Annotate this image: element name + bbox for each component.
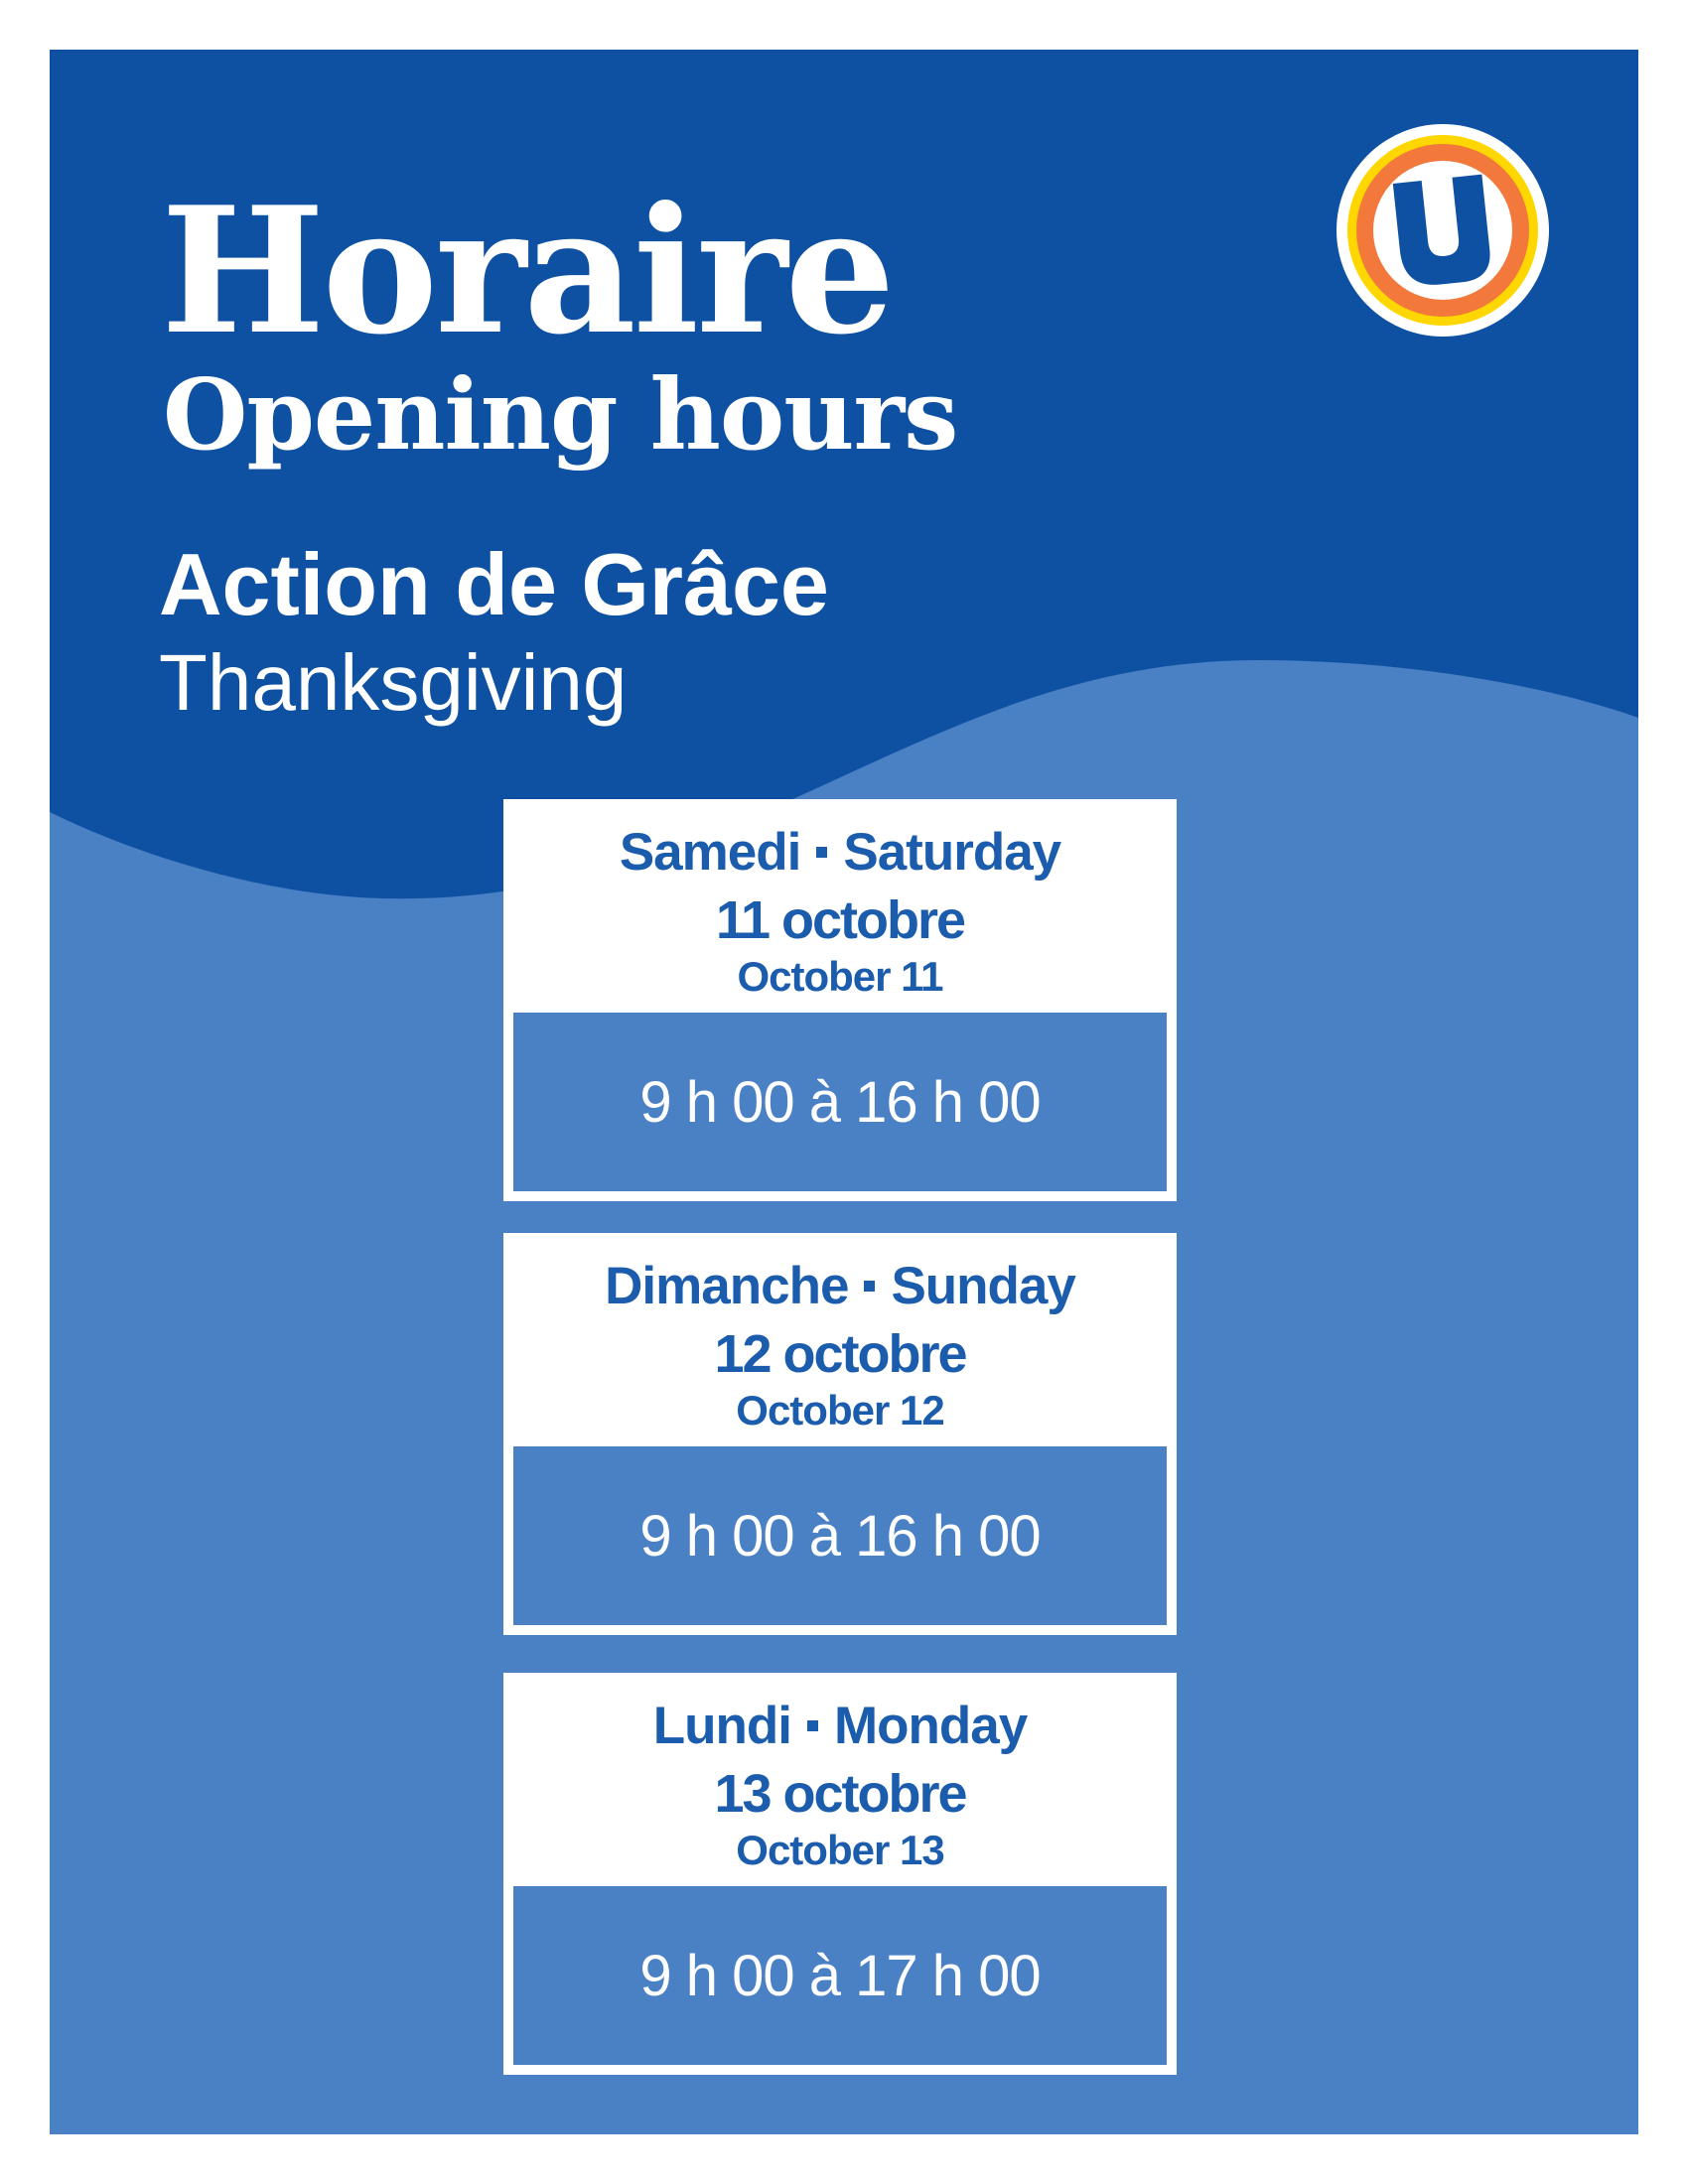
event-title-en: Thanksgiving [159, 638, 628, 727]
card-day-row [620, 821, 1060, 885]
hours-banner [513, 1446, 1167, 1625]
card-header [513, 809, 1167, 1013]
day-label-fr: Samedi [619, 823, 801, 882]
separator-square-icon [816, 847, 827, 858]
day-label-en: Monday [834, 1697, 1028, 1755]
schedule-card-monday [503, 1673, 1177, 2075]
day-label-fr: Lundi [652, 1697, 791, 1755]
separator-square-icon [864, 1281, 875, 1292]
card-day-row [653, 1695, 1027, 1758]
day-label-en: Saturday [843, 823, 1061, 882]
date-label-fr: 11 octobre [715, 889, 965, 950]
hours-text: 9 h 00 à 17 h 00 [639, 1943, 1041, 2008]
card-header [513, 1683, 1167, 1886]
date-label-fr: 13 octobre [714, 1763, 966, 1824]
brand-logo [1336, 124, 1549, 337]
schedule-card-saturday [503, 799, 1177, 1201]
poster-title-en: Opening hours [163, 358, 958, 473]
hours-text: 9 h 00 à 16 h 00 [639, 1069, 1041, 1135]
day-label-en: Sunday [891, 1257, 1075, 1315]
poster-title-fr: Horaire [161, 170, 893, 373]
hours-banner [513, 1013, 1167, 1191]
date-label-en: October 12 [736, 1387, 944, 1434]
date-label-en: October 11 [737, 953, 943, 1001]
u-circle-logo-icon [1336, 124, 1549, 337]
date-label-en: October 13 [736, 1827, 944, 1874]
day-label-fr: Dimanche [605, 1257, 849, 1315]
card-day-row [605, 1255, 1075, 1318]
poster-background [50, 50, 1638, 2134]
hours-text: 9 h 00 à 16 h 00 [639, 1503, 1041, 1569]
event-title-fr: Action de Grâce [159, 535, 829, 633]
separator-square-icon [807, 1720, 818, 1731]
card-header [513, 1243, 1167, 1446]
date-label-fr: 12 octobre [714, 1323, 966, 1384]
schedule-card-sunday [503, 1233, 1177, 1635]
hours-banner [513, 1886, 1167, 2065]
